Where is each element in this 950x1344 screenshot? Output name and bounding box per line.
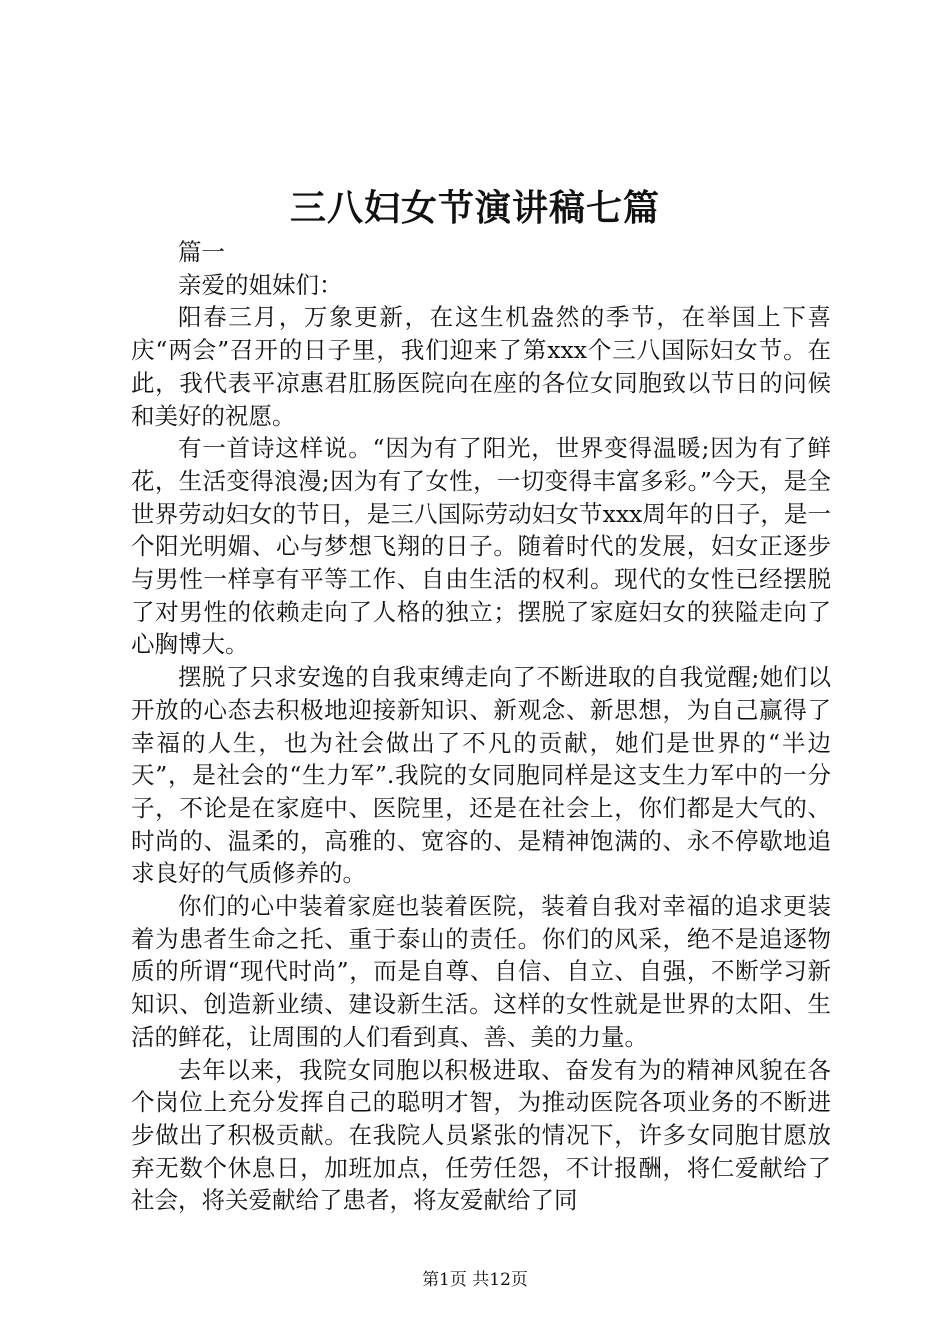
paragraph: 阳春三月，万象更新，在这生机盎然的季节，在举国上下喜庆“两会”召开的日子里，我们迎来了第xxx个三八国际妇女节。在此，我代表平凉惠君肛肠医院向在座的各位女同胞致以节日的问候和美好的祝愿。: [131, 303, 831, 430]
page-footer: 第1页 共12页: [422, 1270, 528, 1290]
paragraph: 摆脱了只求安逸的自我束缚走向了不断进取的自我觉醒;她们以开放的心态去积极地迎接新知识、新观念、新思想，为自己赢得了幸福的人生，也为社会做出了不凡的贡献，她们是世界的“半边天”，是社会的“生力军”.我院的女同胞同样是这支生力军中的一分子，不论是在家庭中、医院里，还是在社会上，你们都是大气的、时尚的、温柔的，高雅的、宽容的、是精神饱满的、永不停歇地追求良好的气质修养的。: [131, 663, 831, 888]
paragraph: 你们的心中装着家庭也装着医院，装着自我对幸福的追求更装着为患者生命之托、重于泰山的责任。你们的风采，绝不是追逐物质的所谓“现代时尚”，而是自尊、自信、自立、自强，不断学习新知识、创造新业绩、建设新生活。这样的女性就是世界的太阳、生活的鲜花，让周围的人们看到真、善、美的力量。: [131, 892, 831, 1051]
document-body: [131, 236, 831, 1217]
paragraph: 有一首诗这样说。“因为有了阳光，世界变得温暖;因为有了鲜花，生活变得浪漫;因为有了女性，一切变得丰富多彩。”今天，是全世界劳动妇女的节日，是三八国际劳动妇女节xxx周年的日子，是一个阳光明媚、心与梦想飞翔的日子。随着时代的发展，妇女正逐步与男性一样享有平等工作、自由生活的权利。现代的女性已经摆脱了对男性的依赖走向了人格的独立；摆脱了家庭妇女的狭隘走向了心胸博大。: [131, 434, 831, 659]
salutation: 亲爱的姐妹们：: [178, 270, 343, 299]
section-heading: 篇一: [178, 238, 225, 266]
paragraph: 去年以来，我院女同胞以积极进取、奋发有为的精神风貌在各个岗位上充分发挥自己的聪明才智，为推动医院各项业务的不断进步做出了积极贡献。在我院人员紧张的情况下，许多女同胞甘愿放弃无数个休息日，加班加点，任劳任怨，不计报酬，将仁爱献给了社会，将关爱献给了患者，将友爱献给了同: [131, 1055, 831, 1215]
document-title: 三八妇女节演讲稿七篇: [289, 187, 660, 229]
